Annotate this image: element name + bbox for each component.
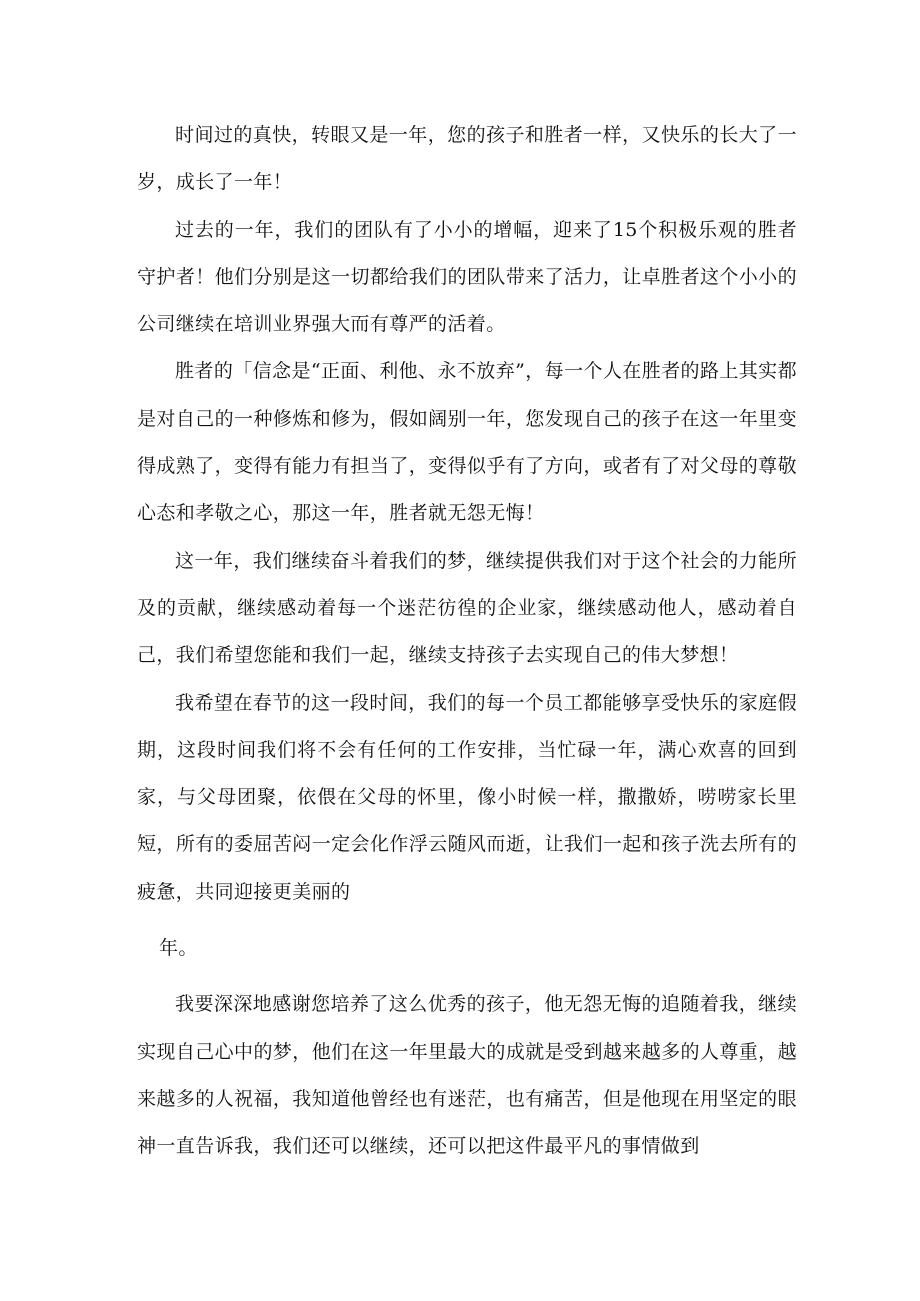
paragraph-5: 我希望在春节的这一段时间，我们的每一个员工都能够享受快乐的家庭假期，这段时间我们将不会有任何的工作安排，当忙碌一年，满心欢喜的回到家，与父母团聚，依偎在父母的怀里，像小时候一样，撒撒娇，唠唠家长里短，所有的委屈苦闷一定会化作浮云随风而逝，让我们一起和孩子洗去所有的疲惫，共同迎接更美丽的	[137, 691, 797, 903]
paragraph-2: 过去的一年，我们的团队有了小小的增幅，迎来了15个积极乐观的胜者守护者！他们分别是这一切都给我们的团队带来了活力，让卓胜者这个小小的公司继续在培训业界强大而有尊严的活着。	[137, 218, 797, 336]
paragraph-4: 这一年，我们继续奋斗着我们的梦，继续提供我们对于这个社会的力能所及的贡献，继续感动着每一个迷茫彷徨的企业家，继续感动他人，感动着自己，我们希望您能和我们一起，继续支持孩子去实现自己的伟大梦想！	[137, 549, 797, 667]
letter-body	[137, 112, 797, 1171]
paragraph-3: 胜者的「信念是“正面、利他、永不放弃”，每一个人在胜者的路上其实都是对自己的一种修炼和修为，假如阔别一年，您发现自己的孩子在这一年里变得成熟了，变得有能力有担当了，变得似乎有了方向，或者有了对父母的尊敬心态和孝敬之心，那这一年，胜者就无怨无悔！	[137, 360, 797, 525]
paragraph-1: 时间过的真快，转眼又是一年，您的孩子和胜者一样，又快乐的长大了一岁，成长了一年！	[137, 124, 797, 194]
paragraph-7: 我要深深地感谢您培养了这么优秀的孩子，他无怨无悔的追随着我，继续实现自己心中的梦，他们在这一年里最大的成就是受到越来越多的人尊重，越来越多的人祝福，我知道他曾经也有迷茫，也有痛苦，但是他现在用坚定的眼神一直告诉我，我们还可以继续，还可以把这件最平凡的事情做到	[137, 993, 797, 1158]
paragraph-6: 年。	[159, 937, 198, 960]
